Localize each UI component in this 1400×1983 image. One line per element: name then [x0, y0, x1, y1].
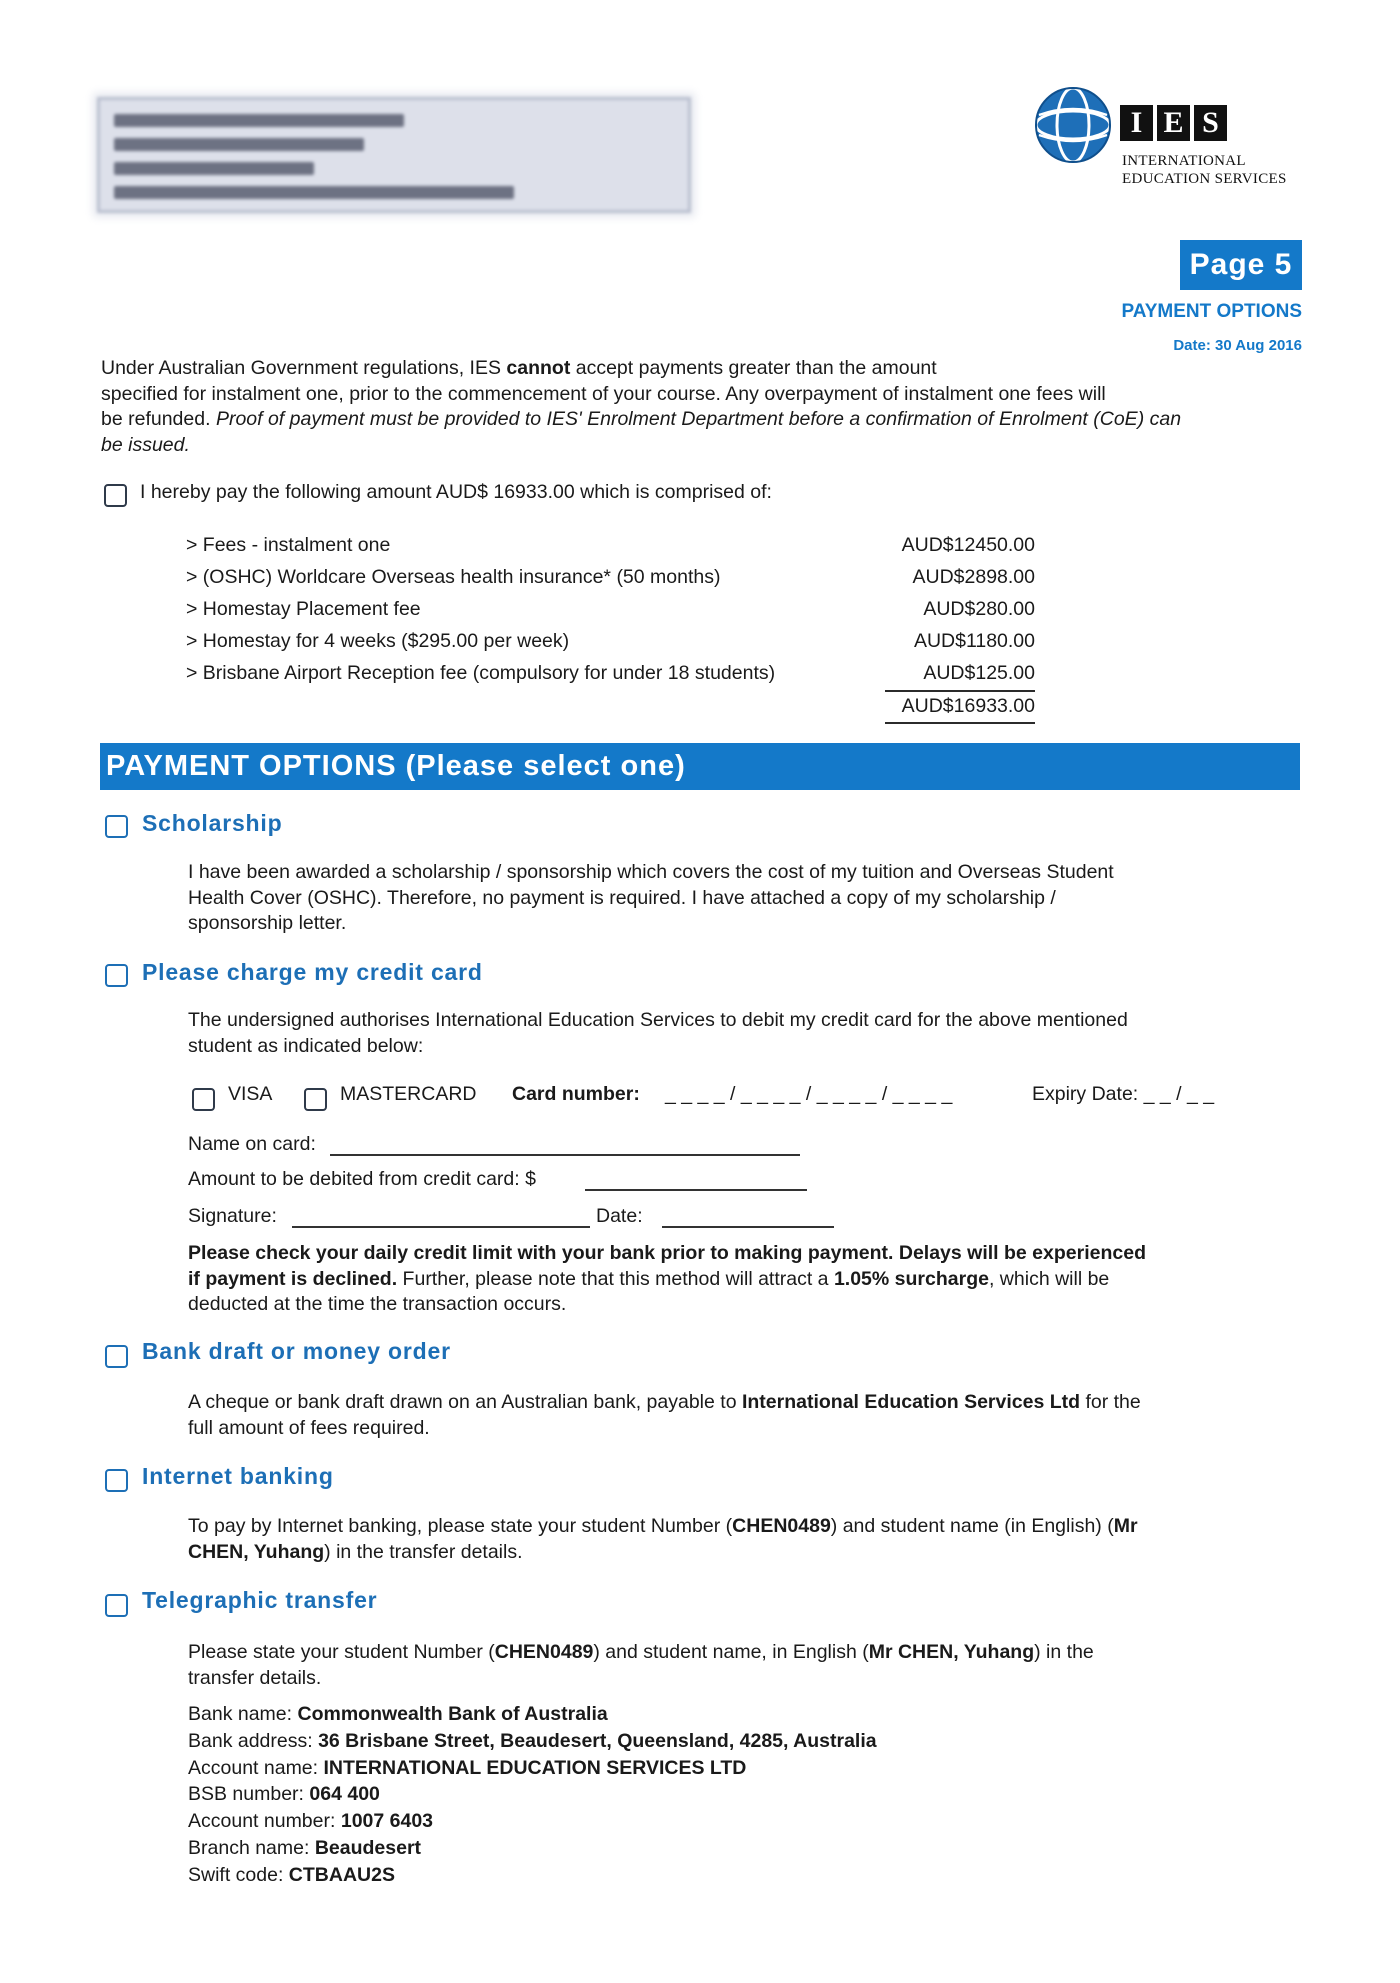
warning-text: , which will be	[988, 1267, 1110, 1290]
bank-draft-line: A cheque or bank draft drawn on an Australian bank, payable to	[188, 1391, 742, 1413]
intro-text: specified for instalment one, prior to the commencement of your course. Any overpayment of instalment one fees will	[101, 382, 1106, 405]
intro-paragraph	[101, 356, 1301, 458]
bank-row-label: Bank name:	[188, 1703, 298, 1725]
scholarship-text	[188, 860, 1300, 937]
fee-amount: AUD$125.00	[923, 662, 1035, 684]
bank-row-value: Beaudesert	[314, 1836, 422, 1859]
logo-letter: E	[1157, 105, 1190, 141]
bank-row	[188, 1835, 877, 1862]
date-label: Date:	[596, 1205, 643, 1227]
warning-bold: Please check your daily credit limit with your bank prior to making payment. Delays will be experienced	[188, 1242, 1146, 1264]
bank-draft-heading: Bank draft or money order	[142, 1338, 451, 1364]
telegraphic-line: ) and student name, in English (	[593, 1641, 869, 1663]
student-number: CHEN0489	[732, 1515, 831, 1537]
expiry-date-field[interactable]: Expiry Date: _ _ / _ _	[1032, 1083, 1215, 1105]
credit-line: student as indicated below:	[188, 1034, 424, 1057]
logo-subtitle	[1122, 152, 1287, 188]
amount-field[interactable]	[585, 1171, 807, 1191]
bank-row-label: Account number:	[188, 1810, 341, 1833]
student-number: CHEN0489	[494, 1641, 594, 1663]
internet-banking-text	[188, 1514, 1300, 1565]
bank-row	[188, 1728, 877, 1755]
fee-amount: AUD$12450.00	[901, 534, 1035, 556]
surcharge-value: 1.05% surcharge	[833, 1267, 989, 1290]
logo-line-2: EDUCATION SERVICES	[1122, 171, 1287, 187]
bank-row-label: BSB number:	[188, 1783, 310, 1806]
card-number-field[interactable]: _ _ _ _ / _ _ _ _ / _ _ _ _ / _ _ _ _	[665, 1083, 953, 1105]
intro-bold: cannot	[506, 357, 571, 379]
redacted-student-info	[97, 97, 691, 213]
student-name: Mr CHEN, Yuhang	[868, 1641, 1035, 1663]
student-name: CHEN, Yuhang	[188, 1540, 325, 1563]
pay-statement: I hereby pay the following amount AUD$ 16933.00 which is comprised of:	[140, 481, 772, 503]
bank-row-value: Commonwealth Bank of Australia	[297, 1703, 608, 1725]
telegraphic-line: ) in the	[1034, 1641, 1094, 1663]
bank-row-value: 1007 6403	[340, 1810, 434, 1833]
bank-row-label: Branch name:	[188, 1836, 315, 1859]
document-date: Date: 30 Aug 2016	[1173, 337, 1302, 354]
bank-row-label: Bank address:	[188, 1729, 319, 1752]
telegraphic-line: Please state your student Number (	[188, 1641, 495, 1663]
bank-row-label: Swift code:	[188, 1863, 289, 1886]
visa-checkbox[interactable]	[192, 1088, 215, 1111]
credit-line: The undersigned authorises International Education Services to debit my credit card for the above mentioned	[188, 1009, 1128, 1031]
bank-draft-checkbox[interactable]	[105, 1345, 128, 1368]
credit-card-checkbox[interactable]	[105, 964, 128, 987]
total-underline	[885, 722, 1035, 724]
pay-amount-checkbox[interactable]	[104, 484, 127, 507]
mastercard-label: MASTERCARD	[340, 1083, 477, 1105]
internet-banking-checkbox[interactable]	[105, 1469, 128, 1492]
bank-row-value: CTBAAU2S	[288, 1863, 395, 1886]
bank-draft-text	[188, 1390, 1300, 1441]
warning-text: Further, please note that this method will attract a	[397, 1267, 834, 1290]
total-divider	[885, 690, 1035, 692]
name-on-card-field[interactable]	[330, 1136, 800, 1156]
credit-warning	[188, 1241, 1300, 1318]
logo-letter: I	[1120, 105, 1153, 141]
bank-draft-line: full amount of fees required.	[188, 1416, 430, 1439]
bank-row-value: 36 Brisbane Street, Beaudesert, Queensland, 4285, Australia	[318, 1729, 877, 1752]
telegraphic-transfer-checkbox[interactable]	[105, 1594, 128, 1617]
payee-name: International Education Services Ltd	[741, 1391, 1081, 1413]
globe-logo-icon	[1033, 85, 1113, 165]
scholarship-heading: Scholarship	[142, 810, 283, 836]
payment-options-banner: PAYMENT OPTIONS (Please select one)	[100, 743, 1300, 790]
bank-row-value: 064 400	[309, 1783, 380, 1806]
intro-italic: be issued.	[101, 433, 190, 456]
bank-draft-line: for the	[1080, 1391, 1141, 1413]
bank-row	[188, 1808, 877, 1835]
mastercard-checkbox[interactable]	[304, 1088, 327, 1111]
credit-card-heading: Please charge my credit card	[142, 959, 483, 985]
logo-letter: S	[1194, 105, 1227, 141]
warning-text: deducted at the time the transaction occurs.	[188, 1293, 567, 1315]
bank-row-value: INTERNATIONAL EDUCATION SERVICES LTD	[323, 1756, 747, 1779]
fees-total: AUD$16933.00	[901, 695, 1035, 717]
fee-label: > Homestay Placement fee	[186, 598, 421, 620]
student-title: Mr	[1113, 1515, 1138, 1537]
logo-line-1: INTERNATIONAL	[1122, 153, 1246, 169]
fee-label: > Homestay for 4 weeks ($295.00 per week)	[186, 630, 570, 652]
bank-row	[188, 1781, 877, 1808]
signature-label: Signature:	[188, 1205, 277, 1227]
intro-italic: Proof of payment must be provided to IES' Enrolment Department before a confirmation of Enrolment (CoE) can	[215, 408, 1182, 430]
fee-label: > Brisbane Airport Reception fee (compulsory for under 18 students)	[186, 662, 776, 684]
fee-label: > (OSHC) Worldcare Overseas health insurance* (50 months)	[186, 566, 721, 588]
fee-amount: AUD$280.00	[923, 598, 1035, 620]
telegraphic-text	[188, 1640, 1300, 1691]
ies-logo-wordmark	[1120, 105, 1227, 141]
scholarship-checkbox[interactable]	[105, 815, 128, 838]
scholarship-line: I have been awarded a scholarship / sponsorship which covers the cost of my tuition and Overseas Student	[188, 861, 1114, 883]
page-number-badge: Page 5	[1180, 240, 1302, 290]
bank-row	[188, 1862, 877, 1889]
telegraphic-line: transfer details.	[188, 1666, 322, 1689]
warning-bold: if payment is declined.	[188, 1267, 398, 1290]
credit-card-text	[188, 1008, 1300, 1059]
scholarship-line: sponsorship letter.	[188, 912, 347, 934]
bank-row	[188, 1755, 877, 1782]
name-on-card-label: Name on card:	[188, 1133, 316, 1155]
fee-amount: AUD$2898.00	[912, 566, 1035, 588]
date-field[interactable]	[662, 1208, 834, 1228]
signature-field[interactable]	[292, 1208, 590, 1228]
intro-text: accept payments greater than the amount	[570, 357, 937, 379]
visa-label: VISA	[228, 1083, 273, 1105]
page-section-title: PAYMENT OPTIONS	[1121, 301, 1302, 322]
intro-text: Under Australian Government regulations, IES	[101, 357, 507, 379]
amount-label: Amount to be debited from credit card: $	[188, 1168, 536, 1190]
telegraphic-transfer-heading: Telegraphic transfer	[142, 1587, 378, 1613]
scholarship-line: Health Cover (OSHC). Therefore, no payment is required. I have attached a copy of my scholarship /	[188, 886, 1056, 909]
internet-line: ) in the transfer details.	[324, 1540, 523, 1563]
intro-text: be refunded.	[101, 408, 216, 430]
card-number-label: Card number:	[512, 1083, 640, 1105]
internet-line: ) and student name (in English) (	[830, 1515, 1114, 1537]
bank-row-label: Account name:	[188, 1756, 324, 1779]
bank-row	[188, 1701, 877, 1728]
fee-label: > Fees - instalment one	[186, 534, 391, 556]
bank-details	[188, 1701, 877, 1889]
fee-amount: AUD$1180.00	[913, 630, 1035, 652]
internet-banking-heading: Internet banking	[142, 1463, 334, 1489]
internet-line: To pay by Internet banking, please state your student Number (	[188, 1515, 733, 1537]
